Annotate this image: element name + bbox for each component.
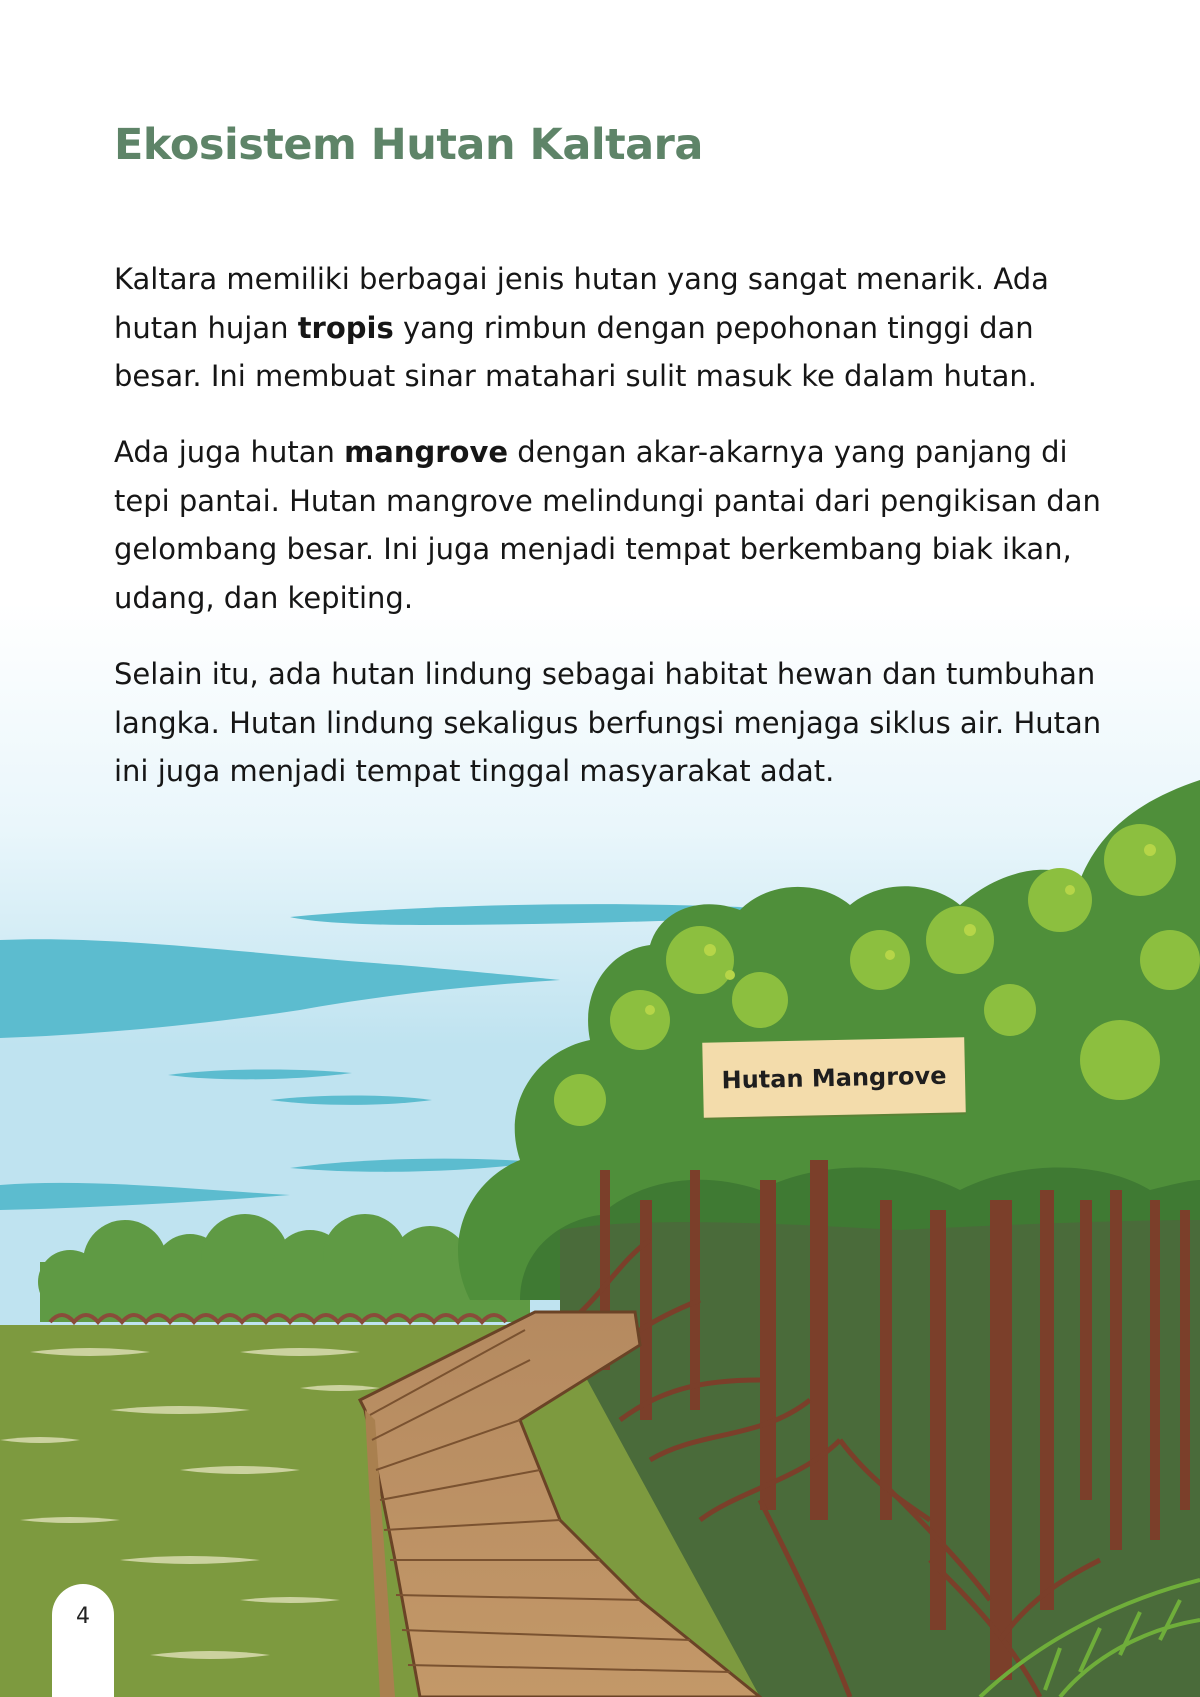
paragraph-text: yang rimbun dengan pepohonan tinggi dan besar. Ini membuat sinar matahari sulit masuk ke dalam hutan.	[114, 310, 1038, 393]
bold-term-tropis: tropis	[297, 310, 394, 345]
mangrove-sign	[702, 1037, 966, 1117]
paragraph-text: Ada juga hutan	[114, 435, 345, 469]
page-number: 4	[76, 1604, 90, 1629]
page-title: Ekosistem Hutan Kaltara	[114, 120, 703, 170]
bold-term-mangrove: mangrove	[344, 435, 509, 469]
paragraph-protected-forest: Selain itu, ada hutan lindung sebagai habitat hewan dan tumbuhan langka. Hutan lindung sekaligus berfungsi menjaga siklus air. Hutan ini juga menjadi tempat tinggal masyarakat adat.	[114, 657, 1102, 788]
paragraph-text: Kaltara memiliki berbagai jenis hutan yang sangat menarik. Ada hutan hujan	[114, 262, 1049, 345]
paragraph-tropical-forest	[114, 255, 1104, 401]
paragraph-mangrove-forest	[114, 428, 1104, 622]
paragraph-text: dengan akar-akarnya yang panjang di tepi pantai. Hutan mangrove melindungi pantai dari pengikisan dan gelombang besar. Ini juga menjadi tempat berkembang biak ikan, udang, dan kepiting.	[114, 435, 1101, 615]
page-number-tab	[52, 1584, 114, 1697]
sign-label: Hutan Mangrove	[721, 1061, 947, 1094]
